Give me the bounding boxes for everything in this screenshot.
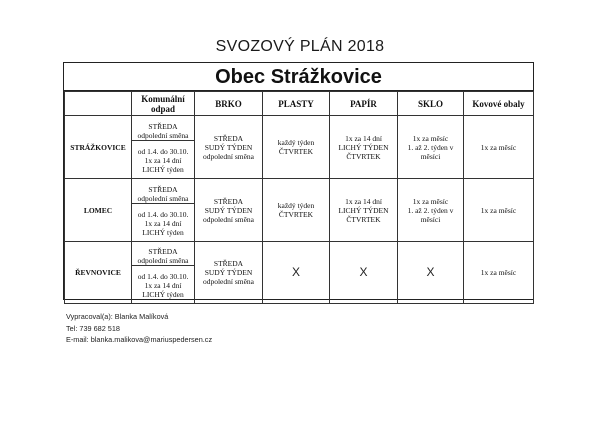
plasty-cell: [263, 242, 330, 304]
brko-line: odpolední směna: [202, 151, 255, 161]
header-plasty: PLASTY: [263, 92, 330, 116]
plasty-cell: [263, 179, 330, 242]
footer-email: E-mail: blanka.malikova@mariuspedersen.cz: [66, 335, 213, 344]
sklo-line: měsíci: [420, 214, 441, 224]
papir-cell: [330, 242, 398, 304]
town-name: STRÁŽKOVICE: [65, 116, 132, 179]
sklo-line: 1x za měsíc: [412, 133, 449, 143]
plasty-line: každý týden: [277, 201, 315, 210]
komunalni-shift: odpolední směna: [137, 193, 189, 203]
komunalni-period: od 1.4. do 30.10.: [137, 272, 189, 281]
komunalni-week: LICHÝ týden: [142, 290, 184, 299]
collection-plan-sheet: [63, 62, 534, 300]
papir-line: LICHÝ TÝDEN: [338, 205, 389, 215]
header-papir: PAPÍR: [330, 92, 398, 116]
brko-line: odpolední směna: [202, 214, 255, 224]
brko-line: STŘEDA: [213, 259, 244, 268]
contact-footer: [66, 311, 212, 346]
municipality-heading: Obec Strážkovice: [64, 63, 533, 91]
brko-line: odpolední směna: [202, 277, 255, 286]
komunalni-cell: [132, 116, 195, 179]
papir-cell: [330, 116, 398, 179]
komunalni-shift: odpolední směna: [137, 130, 189, 140]
brko-line: STŘEDA: [213, 196, 244, 206]
papir-line: ČTVRTEK: [346, 151, 381, 161]
header-komunalni-odpad: [132, 92, 195, 116]
kovove-cell: [464, 116, 534, 179]
brko-cell: [195, 116, 263, 179]
header-sklo: SKLO: [398, 92, 464, 116]
header-kovove-obaly: Kovové obaly: [464, 92, 534, 116]
brko-cell: [195, 179, 263, 242]
kovove-line: 1x za měsíc: [480, 268, 517, 277]
papir-line: 1x za 14 dní: [345, 133, 382, 143]
table-row-lomec: [65, 179, 534, 242]
no-collection-mark: X: [359, 264, 368, 279]
town-name: ŘEVNOVICE: [65, 242, 132, 304]
komunalni-period: od 1.4. do 30.10.: [137, 146, 189, 156]
kovove-line: 1x za měsíc: [480, 142, 517, 152]
table-header-row: [65, 92, 534, 116]
header-komunalni-line1: Komunální: [141, 93, 185, 104]
komunalni-week: LICHÝ týden: [142, 164, 184, 174]
no-collection-mark: X: [291, 264, 300, 279]
papir-line: ČTVRTEK: [346, 214, 381, 224]
sklo-line: měsíci: [420, 151, 441, 161]
komunalni-shift: odpolední směna: [137, 256, 189, 265]
papir-line: 1x za 14 dní: [345, 196, 382, 206]
header-brko: BRKO: [195, 92, 263, 116]
komunalni-period: od 1.4. do 30.10.: [137, 209, 189, 219]
sklo-line: 1. až 2. týden v: [407, 142, 454, 152]
brko-line: SUDÝ TÝDEN: [204, 205, 253, 215]
papir-cell: [330, 179, 398, 242]
brko-line: SUDÝ TÝDEN: [204, 142, 253, 152]
komunalni-day: STŘEDA: [148, 121, 178, 131]
komunalni-week: LICHÝ týden: [142, 227, 184, 237]
komunalni-frequency: 1x za 14 dní: [144, 281, 182, 290]
plasty-cell: [263, 116, 330, 179]
document-title: SVOZOVÝ PLÁN 2018: [215, 38, 385, 55]
collection-plan-table: [64, 91, 534, 304]
no-collection-mark: X: [426, 264, 435, 279]
plasty-line: ČTVRTEK: [278, 147, 314, 156]
brko-line: STŘEDA: [213, 133, 244, 143]
kovove-cell: [464, 179, 534, 242]
komunalni-cell: [132, 179, 195, 242]
sklo-cell: [398, 242, 464, 304]
komunalni-day: STŘEDA: [148, 247, 178, 256]
komunalni-day: STŘEDA: [148, 184, 178, 194]
brko-line: SUDÝ TÝDEN: [204, 268, 253, 277]
komunalni-frequency: 1x za 14 dní: [144, 155, 182, 165]
table-row-revnovice: [65, 242, 534, 304]
komunalni-frequency: 1x za 14 dní: [144, 218, 182, 228]
footer-phone: Tel: 739 682 518: [66, 323, 120, 333]
table-row-strazkovice: [65, 116, 534, 179]
sklo-cell: [398, 179, 464, 242]
town-name: LOMEC: [65, 179, 132, 242]
komunalni-cell: [132, 242, 195, 304]
kovove-cell: [464, 242, 534, 304]
kovove-line: 1x za měsíc: [480, 205, 517, 215]
sklo-cell: [398, 116, 464, 179]
plasty-line: ČTVRTEK: [278, 210, 314, 219]
header-empty-cell: [65, 92, 132, 116]
papir-line: LICHÝ TÝDEN: [338, 142, 389, 152]
brko-cell: [195, 242, 263, 304]
header-komunalni-line2: odpad: [150, 103, 176, 114]
footer-author: Vypracoval(a): Blanka Malíková: [66, 312, 169, 321]
plasty-line: každý týden: [277, 138, 315, 147]
sklo-line: 1x za měsíc: [412, 196, 449, 206]
sklo-line: 1. až 2. týden v: [407, 205, 454, 215]
